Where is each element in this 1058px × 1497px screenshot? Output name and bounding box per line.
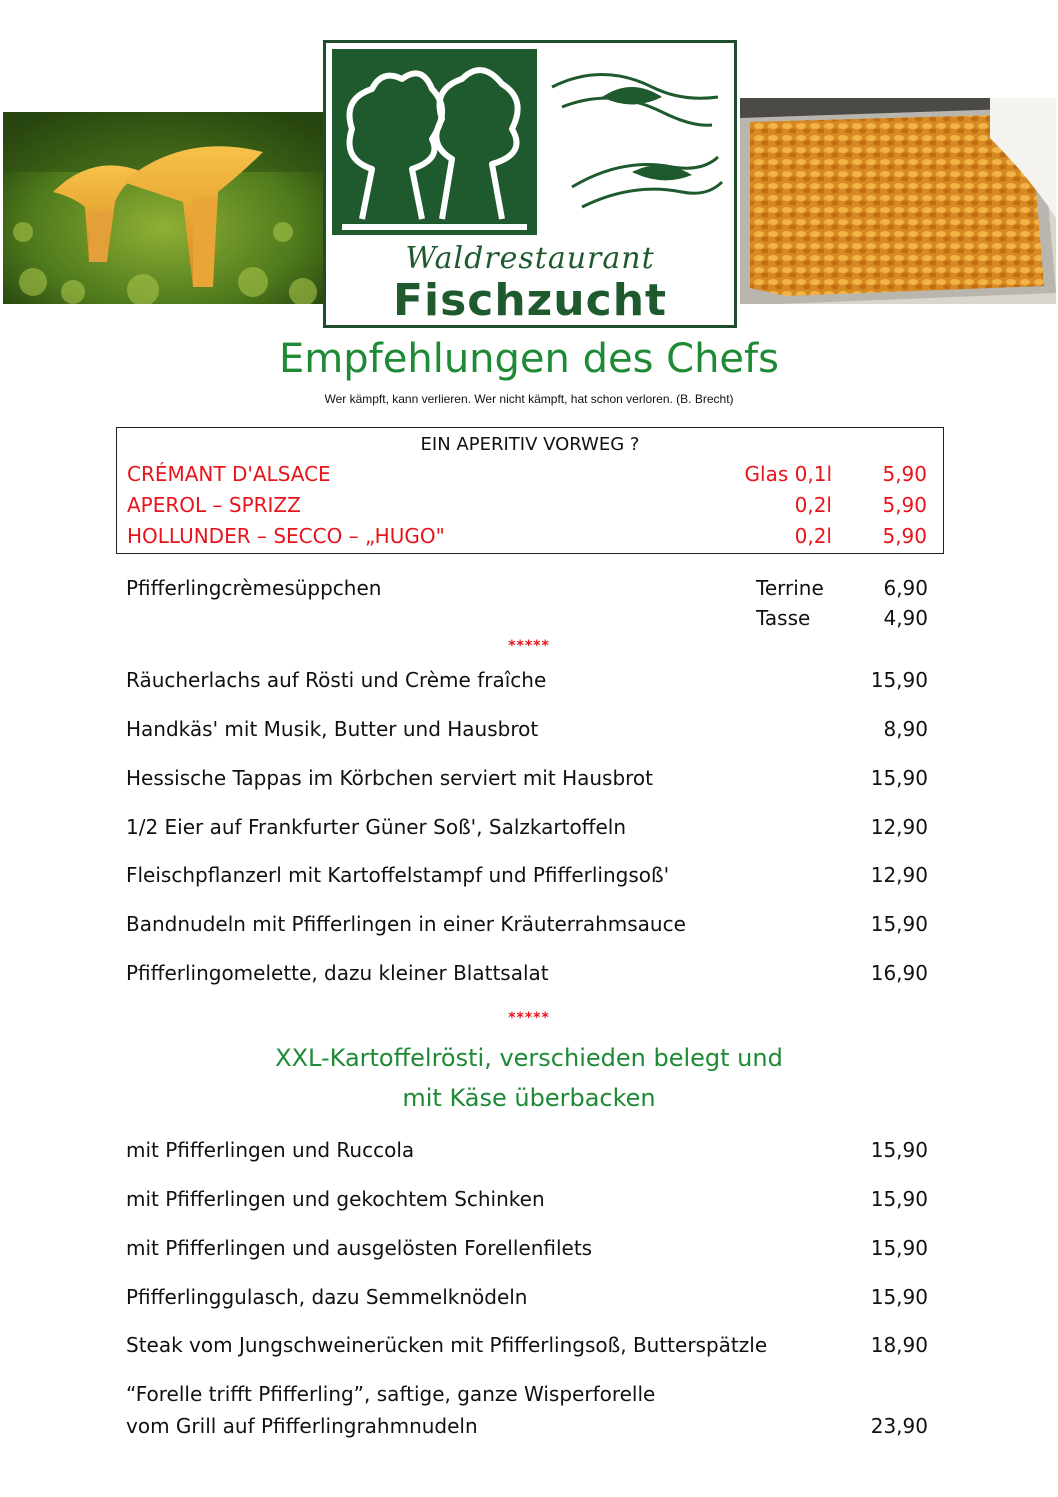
soup-option (126, 606, 928, 636)
aperitif-heading: EIN APERITIV VORWEG ? (420, 434, 640, 455)
aperitif-unit: 0,2l (794, 524, 832, 548)
aperitif-unit: 0,2l (794, 493, 832, 517)
menu-item (126, 1285, 928, 1315)
soup-name: Pfifferlingcrèmesüppchen (126, 576, 382, 600)
special-line2: vom Grill auf Pfifferlingrahmnudeln (126, 1414, 478, 1438)
aperitif-price: 5,90 (882, 493, 927, 517)
section-title-line1: XXL-Kartoffelrösti, verschieden belegt und (275, 1044, 783, 1072)
menu-item (126, 961, 928, 991)
dish-price: 15,90 (870, 1138, 928, 1162)
aperitif-price: 5,90 (882, 524, 927, 548)
aperitif-row (127, 524, 927, 554)
aperitif-name: APEROL – SPRIZZ (127, 493, 301, 517)
logo-name-text: Fischzucht (392, 275, 668, 326)
menu-item (126, 912, 928, 942)
aperitif-name: CRÉMANT D'ALSACE (127, 462, 331, 486)
soup-unit-terrine: Terrine (756, 576, 824, 600)
menu-item (126, 1236, 928, 1266)
dish-name: Steak vom Jungschweinerücken mit Pfifferlingsoß, Butterspätzle (126, 1333, 768, 1357)
special-line1: “Forelle trifft Pfifferling”, saftige, ganze Wisperforelle (126, 1382, 656, 1406)
soup-unit-tasse: Tasse (756, 606, 811, 630)
dish-price: 15,90 (870, 912, 928, 936)
dish-name: Hessische Tappas im Körbchen serviert mit Hausbrot (126, 766, 654, 790)
dish-name: Bandnudeln mit Pfifferlingen in einer Kräuterrahmsauce (126, 912, 686, 936)
logo-trees-panel (332, 49, 537, 235)
special-price: 23,90 (870, 1414, 928, 1438)
aperitif-price: 5,90 (882, 462, 927, 486)
dish-name: Fleischpflanzerl mit Kartoffelstampf und Pfifferlingsoß' (126, 863, 670, 887)
separator-stars: ***** (508, 638, 550, 654)
menu-item (126, 766, 928, 796)
dish-price: 18,90 (870, 1333, 928, 1357)
dish-name: mit Pfifferlingen und gekochtem Schinken (126, 1187, 545, 1211)
special-item-line2 (126, 1414, 928, 1444)
dish-price: 15,90 (870, 668, 928, 692)
chanterelle-photo-left (3, 112, 325, 304)
dish-price: 15,90 (870, 766, 928, 790)
soup-price-terrine: 6,90 (883, 576, 928, 600)
dish-name: Pfifferlinggulasch, dazu Semmelknödeln (126, 1285, 528, 1309)
brecht-quote: Wer kämpft, kann verlieren. Wer nicht kämpft, hat schon verloren. (B. Brecht) (324, 392, 734, 406)
aperitif-row (127, 462, 927, 492)
menu-item (126, 1187, 928, 1217)
dish-price: 12,90 (870, 863, 928, 887)
menu-item (126, 1333, 928, 1363)
section-title-line2: mit Käse überbacken (402, 1084, 656, 1112)
dish-price: 16,90 (870, 961, 928, 985)
dish-price: 15,90 (870, 1236, 928, 1260)
dish-price: 15,90 (870, 1285, 928, 1309)
dish-name: Räucherlachs auf Rösti und Crème fraîche (126, 668, 547, 692)
page-title: Empfehlungen des Chefs (279, 336, 779, 382)
aperitif-row (127, 493, 927, 523)
dish-price: 15,90 (870, 1187, 928, 1211)
soup-item (126, 576, 928, 606)
aperitif-name: HOLLUNDER – SECCO – „HUGO" (127, 524, 445, 548)
logo-script-text: Waldrestaurant (405, 241, 655, 276)
special-item-line1 (126, 1382, 928, 1412)
menu-item (126, 815, 928, 845)
menu-item (126, 668, 928, 698)
separator-stars: ***** (508, 1010, 550, 1026)
dish-price: 8,90 (883, 717, 928, 741)
dish-name: mit Pfifferlingen und ausgelösten Forellenfilets (126, 1236, 593, 1260)
dish-name: mit Pfifferlingen und Ruccola (126, 1138, 415, 1162)
chanterelle-tray-photo-right (740, 98, 1056, 304)
dish-name: Handkäs' mit Musik, Butter und Hausbrot (126, 717, 539, 741)
aperitif-unit: Glas 0,1l (744, 462, 832, 486)
menu-item (126, 863, 928, 893)
soup-price-tasse: 4,90 (883, 606, 928, 630)
dish-name: 1/2 Eier auf Frankfurter Güner Soß', Salzkartoffeln (126, 815, 626, 839)
logo-fish-drawing (542, 57, 728, 225)
dish-price: 12,90 (870, 815, 928, 839)
dish-name: Pfifferlingomelette, dazu kleiner Blattsalat (126, 961, 549, 985)
menu-item (126, 1138, 928, 1168)
aperitif-box (116, 427, 944, 554)
restaurant-logo (323, 40, 737, 328)
menu-item (126, 717, 928, 747)
